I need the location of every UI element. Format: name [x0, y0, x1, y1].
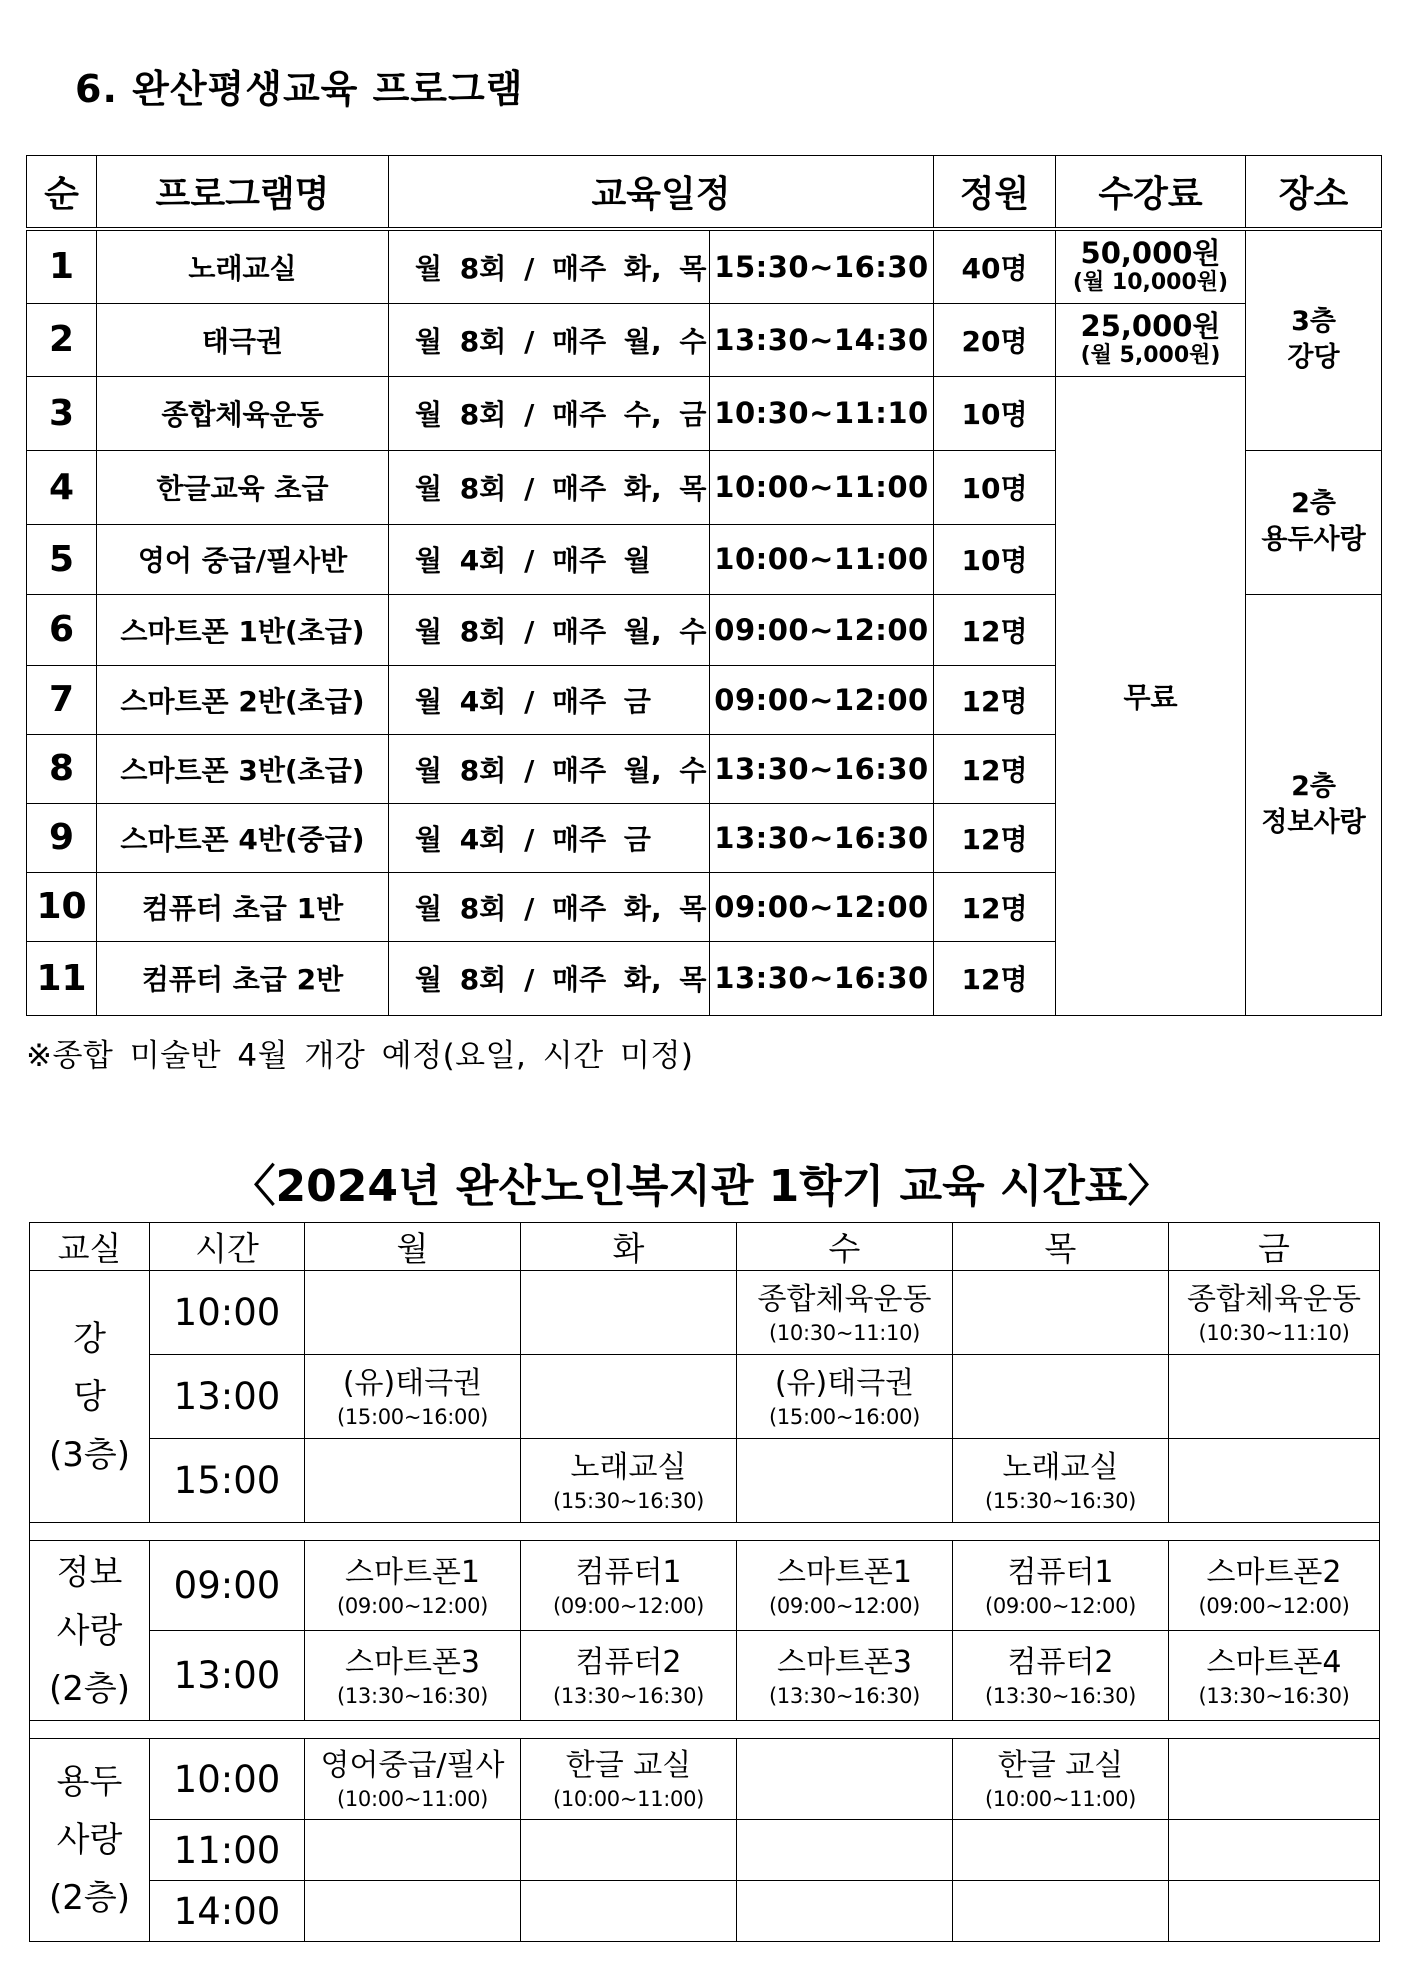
slot-class — [305, 1739, 521, 1820]
program-capacity: 10명 — [934, 524, 1056, 594]
slot-empty — [1169, 1439, 1380, 1523]
table-row — [27, 303, 1382, 376]
slot-empty — [1169, 1739, 1380, 1820]
header-fri: 금 — [1169, 1223, 1380, 1271]
slot-empty — [521, 1881, 737, 1942]
program-name: 노래교실 — [97, 229, 389, 303]
program-schedule: 월 8회 / 매주 월, 수 — [389, 594, 710, 665]
row-no: 10 — [27, 872, 97, 941]
time-slot: 13:00 — [150, 1631, 305, 1721]
fee-main: 25,000원 — [1080, 309, 1221, 343]
room-line: 정보 — [56, 1552, 123, 1593]
slot-empty — [521, 1820, 737, 1881]
slot-class — [737, 1631, 953, 1721]
class-time: (10:00~11:00) — [552, 1787, 705, 1811]
program-name: 영어 중급/필사반 — [97, 524, 389, 594]
slot-empty — [305, 1881, 521, 1942]
header-wed: 수 — [737, 1223, 953, 1271]
program-capacity: 12명 — [934, 665, 1056, 734]
slot-class — [521, 1631, 737, 1721]
room-yongdu — [30, 1739, 150, 1942]
slot-class — [521, 1739, 737, 1820]
class-name: 종합체육운동 — [757, 1281, 932, 1317]
program-time: 10:00~11:00 — [710, 450, 934, 524]
slot-empty — [521, 1271, 737, 1355]
program-capacity: 10명 — [934, 450, 1056, 524]
header-name: 프로그램명 — [97, 156, 389, 230]
section-spacer — [30, 1721, 1380, 1739]
slot-class — [953, 1739, 1169, 1820]
row-no: 7 — [27, 665, 97, 734]
table-row — [30, 1881, 1380, 1942]
class-time: (09:00~12:00) — [768, 1593, 921, 1618]
program-table — [26, 155, 1382, 1016]
class-name: 한글 교실 — [565, 1748, 692, 1783]
slot-empty — [737, 1739, 953, 1820]
slot-class — [737, 1355, 953, 1439]
class-time: (10:30~11:10) — [768, 1320, 921, 1345]
program-time: 15:30~16:30 — [710, 229, 934, 303]
class-name: (유)태극권 — [342, 1365, 483, 1401]
room-line: 강 — [73, 1318, 106, 1359]
class-time: (13:30~16:30) — [552, 1683, 705, 1708]
time-slot: 11:00 — [150, 1820, 305, 1881]
class-time: (10:00~11:00) — [336, 1787, 489, 1811]
program-schedule: 월 8회 / 매주 월, 수 — [389, 303, 710, 376]
class-time: (10:30~11:10) — [1198, 1320, 1350, 1345]
class-name: 스마트폰2 — [1206, 1554, 1342, 1590]
slot-class — [953, 1631, 1169, 1721]
room-line: 당 — [73, 1376, 106, 1417]
class-time: (13:30~16:30) — [984, 1683, 1137, 1708]
time-slot: 10:00 — [150, 1739, 305, 1820]
row-no: 6 — [27, 594, 97, 665]
program-time: 10:30~11:10 — [710, 376, 934, 450]
class-time: (13:30~16:30) — [1198, 1683, 1350, 1708]
program-capacity: 10명 — [934, 376, 1056, 450]
program-schedule: 월 8회 / 매주 화, 목 — [389, 229, 710, 303]
slot-empty — [1169, 1881, 1380, 1942]
time-slot: 14:00 — [150, 1881, 305, 1942]
class-name: 영어중급/필사 — [320, 1748, 505, 1783]
program-schedule: 월 8회 / 매주 화, 목 — [389, 872, 710, 941]
program-time: 09:00~12:00 — [710, 665, 934, 734]
class-name: 한글 교실 — [997, 1748, 1124, 1783]
class-time: (09:00~12:00) — [336, 1593, 489, 1618]
place-room: 정보사랑 — [1261, 806, 1366, 838]
slot-class — [521, 1541, 737, 1631]
slot-empty — [737, 1820, 953, 1881]
program-time: 10:00~11:00 — [710, 524, 934, 594]
program-name: 스마트폰 3반(초급) — [97, 734, 389, 803]
time-slot: 13:00 — [150, 1355, 305, 1439]
header-time: 시간 — [150, 1223, 305, 1271]
place-room: 용두사랑 — [1261, 524, 1366, 555]
program-capacity: 12명 — [934, 803, 1056, 872]
slot-empty — [953, 1271, 1169, 1355]
row-no: 9 — [27, 803, 97, 872]
table-row — [30, 1355, 1380, 1439]
slot-empty — [305, 1439, 521, 1523]
class-time: (09:00~12:00) — [984, 1593, 1137, 1618]
class-name: 컴퓨터2 — [575, 1644, 682, 1680]
program-name: 스마트폰 1반(초급) — [97, 594, 389, 665]
slot-empty — [305, 1820, 521, 1881]
room-hall — [30, 1271, 150, 1523]
spacer-cell — [30, 1523, 1380, 1541]
class-time: (09:00~12:00) — [1198, 1593, 1350, 1618]
program-capacity: 12명 — [934, 872, 1056, 941]
program-schedule: 월 8회 / 매주 화, 목 — [389, 450, 710, 524]
table-row — [30, 1271, 1380, 1355]
table-row — [27, 376, 1382, 450]
row-no: 5 — [27, 524, 97, 594]
program-capacity: 20명 — [934, 303, 1056, 376]
table-row — [27, 229, 1382, 303]
class-time: (15:00~16:00) — [336, 1404, 489, 1429]
place-floor: 2층 — [1291, 488, 1336, 519]
program-time: 13:30~14:30 — [710, 303, 934, 376]
slot-class — [521, 1439, 737, 1523]
header-fee: 수강료 — [1056, 156, 1246, 230]
program-schedule: 월 8회 / 매주 수, 금 — [389, 376, 710, 450]
table-row — [30, 1541, 1380, 1631]
program-time: 09:00~12:00 — [710, 594, 934, 665]
class-name: 컴퓨터1 — [575, 1554, 682, 1590]
header-no: 순 — [27, 156, 97, 230]
slot-class — [737, 1541, 953, 1631]
row-no: 11 — [27, 941, 97, 1015]
class-name: (유)태극권 — [774, 1365, 915, 1401]
room-line: 사랑 — [56, 1820, 123, 1860]
place-floor: 2층 — [1291, 770, 1336, 802]
slot-class — [953, 1439, 1169, 1523]
header-room: 교실 — [30, 1223, 150, 1271]
place-yongdu — [1246, 450, 1382, 594]
row-no: 4 — [27, 450, 97, 524]
class-name: 스마트폰4 — [1206, 1644, 1342, 1680]
slot-empty — [521, 1355, 737, 1439]
class-name: 스마트폰3 — [776, 1644, 912, 1680]
class-name: 스마트폰1 — [776, 1554, 912, 1590]
class-time: (13:30~16:30) — [768, 1683, 921, 1708]
program-time: 13:30~16:30 — [710, 734, 934, 803]
fee-free: 무료 — [1056, 376, 1246, 1015]
program-name: 태극권 — [97, 303, 389, 376]
program-name: 스마트폰 2반(초급) — [97, 665, 389, 734]
header-place: 장소 — [1246, 156, 1382, 230]
timetable — [29, 1222, 1380, 1942]
time-slot: 10:00 — [150, 1271, 305, 1355]
class-name: 컴퓨터1 — [1007, 1554, 1114, 1590]
section-spacer — [30, 1523, 1380, 1541]
table-row — [30, 1820, 1380, 1881]
program-name: 한글교육 초급 — [97, 450, 389, 524]
header-schedule: 교육일정 — [389, 156, 934, 230]
program-schedule: 월 8회 / 매주 월, 수 — [389, 734, 710, 803]
table-row — [30, 1439, 1380, 1523]
slot-empty — [737, 1439, 953, 1523]
row-no: 2 — [27, 303, 97, 376]
fee-sub: (월 5,000원) — [1080, 343, 1221, 368]
time-slot: 09:00 — [150, 1541, 305, 1631]
room-line: 사랑 — [56, 1610, 123, 1651]
spacer-cell — [30, 1721, 1380, 1739]
row-no: 1 — [27, 229, 97, 303]
class-time: (10:00~11:00) — [984, 1787, 1137, 1811]
class-time: (15:00~16:00) — [768, 1404, 921, 1429]
place-floor: 3층 — [1291, 306, 1336, 338]
class-name: 종합체육운동 — [1187, 1281, 1361, 1317]
slot-empty — [1169, 1355, 1380, 1439]
slot-class — [305, 1355, 521, 1439]
slot-empty — [953, 1820, 1169, 1881]
row-no: 8 — [27, 734, 97, 803]
slot-class — [1169, 1541, 1380, 1631]
fee-singing — [1056, 229, 1246, 303]
header-mon: 월 — [305, 1223, 521, 1271]
fee-sub: (월 10,000원) — [1072, 270, 1229, 296]
place-room: 강당 — [1287, 342, 1340, 374]
slot-empty — [1169, 1820, 1380, 1881]
program-time: 13:30~16:30 — [710, 941, 934, 1015]
slot-class — [1169, 1271, 1380, 1355]
program-capacity: 12명 — [934, 734, 1056, 803]
class-name: 컴퓨터2 — [1007, 1644, 1114, 1680]
time-slot: 15:00 — [150, 1439, 305, 1523]
section-heading: 6. 완산평생교육 프로그램 — [75, 67, 524, 111]
program-capacity: 12명 — [934, 594, 1056, 665]
program-schedule: 월 8회 / 매주 화, 목 — [389, 941, 710, 1015]
place-info — [1246, 594, 1382, 1015]
program-schedule: 월 4회 / 매주 월 — [389, 524, 710, 594]
slot-empty — [737, 1881, 953, 1942]
fee-taichi — [1056, 303, 1246, 376]
header-thu: 목 — [953, 1223, 1169, 1271]
table-row — [30, 1631, 1380, 1721]
program-schedule: 월 4회 / 매주 금 — [389, 803, 710, 872]
room-line: 용두 — [56, 1762, 123, 1802]
program-name: 종합체육운동 — [97, 376, 389, 450]
timetable-title: 〈2024년 완산노인복지관 1학기 교육 시간표〉 — [231, 1161, 1172, 1212]
room-line: (2층) — [48, 1668, 130, 1709]
program-schedule: 월 4회 / 매주 금 — [389, 665, 710, 734]
slot-class — [1169, 1631, 1380, 1721]
program-name: 컴퓨터 초급 2반 — [97, 941, 389, 1015]
program-time: 09:00~12:00 — [710, 872, 934, 941]
footnote: ※종합 미술반 4월 개강 예정(요일, 시간 미정) — [26, 1038, 694, 1074]
table-row — [30, 1739, 1380, 1820]
fee-main: 50,000원 — [1080, 236, 1221, 271]
slot-class — [305, 1541, 521, 1631]
class-time: (09:00~12:00) — [552, 1593, 705, 1618]
slot-empty — [953, 1355, 1169, 1439]
class-name: 노래교실 — [1002, 1449, 1119, 1485]
place-hall — [1246, 229, 1382, 450]
class-name: 노래교실 — [570, 1449, 687, 1485]
header-tue: 화 — [521, 1223, 737, 1271]
room-line: (2층) — [48, 1878, 130, 1918]
program-capacity: 40명 — [934, 229, 1056, 303]
slot-empty — [953, 1881, 1169, 1942]
room-info — [30, 1541, 150, 1721]
class-time: (13:30~16:30) — [336, 1683, 489, 1708]
timetable-header — [30, 1223, 1380, 1271]
row-no: 3 — [27, 376, 97, 450]
program-name: 스마트폰 4반(중급) — [97, 803, 389, 872]
slot-class — [953, 1541, 1169, 1631]
program-time: 13:30~16:30 — [710, 803, 934, 872]
class-time: (15:30~16:30) — [984, 1488, 1137, 1513]
header-capacity: 정원 — [934, 156, 1056, 230]
class-time: (15:30~16:30) — [552, 1488, 705, 1513]
program-name: 컴퓨터 초급 1반 — [97, 872, 389, 941]
slot-class — [737, 1271, 953, 1355]
slot-empty — [305, 1271, 521, 1355]
class-name: 스마트폰1 — [344, 1554, 480, 1590]
slot-class — [305, 1631, 521, 1721]
room-line: (3층) — [48, 1434, 130, 1475]
program-table-header — [27, 156, 1382, 230]
program-capacity: 12명 — [934, 941, 1056, 1015]
class-name: 스마트폰3 — [344, 1644, 480, 1680]
